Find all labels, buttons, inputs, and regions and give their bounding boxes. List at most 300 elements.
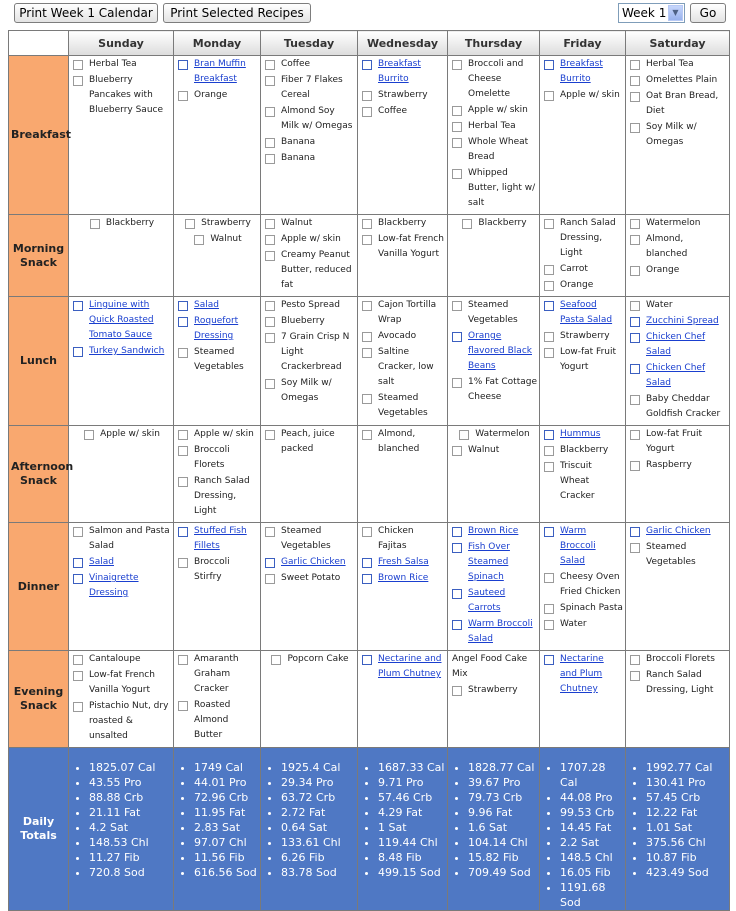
item-checkbox[interactable] xyxy=(265,107,275,117)
food-item-label: Omelettes Plain xyxy=(646,75,718,85)
nutrient-total: • 709.49 Sod xyxy=(468,865,537,880)
item-checkbox[interactable] xyxy=(73,558,83,568)
print-recipes-button[interactable]: Print Selected Recipes xyxy=(163,3,311,23)
food-item xyxy=(630,216,727,231)
item-checkbox[interactable] xyxy=(544,462,554,472)
food-item-label: Triscuit Wheat Cracker xyxy=(560,461,595,501)
food-item-label: Ranch Salad Dressing, Light xyxy=(646,670,714,695)
food-item xyxy=(630,458,727,473)
food-item xyxy=(544,345,623,375)
item-checkbox[interactable] xyxy=(630,301,640,311)
food-item-label: Cheesy Oven Fried Chicken xyxy=(560,572,621,597)
food-item-label: Sweet Potato xyxy=(281,573,341,583)
recipe-link[interactable]: Garlic Chicken xyxy=(646,526,711,536)
item-checkbox[interactable] xyxy=(178,558,188,568)
item-checkbox[interactable] xyxy=(630,76,640,86)
item-checkbox[interactable] xyxy=(265,527,275,537)
item-checkbox[interactable] xyxy=(265,235,275,245)
food-item xyxy=(178,345,258,375)
item-checkbox[interactable] xyxy=(462,219,472,229)
day-header: Thursday xyxy=(448,31,540,56)
item-checkbox[interactable] xyxy=(630,430,640,440)
item-checkbox[interactable] xyxy=(630,395,640,405)
recipe-link[interactable]: Warm Broccoli Salad xyxy=(560,526,596,566)
item-checkbox[interactable] xyxy=(544,446,554,456)
item-checkbox[interactable] xyxy=(194,235,204,245)
food-item xyxy=(544,298,623,328)
food-item-label: Walnut xyxy=(281,218,313,228)
item-checkbox[interactable] xyxy=(178,317,188,327)
food-item xyxy=(73,571,171,601)
corner-cell xyxy=(9,31,69,56)
item-checkbox[interactable] xyxy=(544,527,554,537)
recipe-link[interactable]: Salad xyxy=(194,300,219,310)
item-checkbox[interactable] xyxy=(452,446,462,456)
meal-cell xyxy=(261,523,358,651)
toolbar xyxy=(0,0,736,30)
food-item xyxy=(452,683,537,698)
food-item xyxy=(73,524,171,554)
print-calendar-button[interactable]: Print Week 1 Calendar xyxy=(14,3,158,23)
item-checkbox[interactable] xyxy=(265,574,275,584)
recipe-link[interactable]: Orange flavored Black Beans xyxy=(468,331,532,371)
nutrient-total: • 14.45 Fat xyxy=(560,820,623,835)
item-checkbox[interactable] xyxy=(185,219,195,229)
item-checkbox[interactable] xyxy=(544,348,554,358)
food-item xyxy=(452,329,537,374)
food-item-label: Soy Milk w/ Omegas xyxy=(281,378,332,403)
food-item xyxy=(452,119,537,134)
meal-cell xyxy=(261,651,358,748)
recipe-link[interactable]: Roquefort Dressing xyxy=(194,316,239,341)
item-checkbox[interactable] xyxy=(630,123,640,133)
nutrient-total: • 9.96 Fat xyxy=(468,805,537,820)
item-checkbox[interactable] xyxy=(362,60,372,70)
item-checkbox[interactable] xyxy=(73,671,83,681)
meal-cell xyxy=(69,297,174,426)
recipe-link[interactable]: Vinaigrette Dressing xyxy=(89,573,139,598)
meal-cell xyxy=(358,215,448,297)
item-checkbox[interactable] xyxy=(544,60,554,70)
food-item xyxy=(265,57,355,72)
item-checkbox[interactable] xyxy=(544,91,554,101)
item-checkbox[interactable] xyxy=(362,527,372,537)
food-item xyxy=(265,330,355,375)
food-item xyxy=(630,89,727,119)
food-item-label: Coffee xyxy=(281,59,311,69)
recipe-link[interactable]: Breakfast Burrito xyxy=(560,59,603,84)
food-item xyxy=(265,427,355,457)
meal-label: Breakfast xyxy=(9,56,69,215)
food-item-label: Low-fat Fruit Yogurt xyxy=(646,429,702,454)
food-item-label: Broccoli Florets xyxy=(194,445,230,470)
item-checkbox[interactable] xyxy=(362,348,372,358)
food-item xyxy=(544,57,623,87)
food-item xyxy=(73,652,171,667)
food-item xyxy=(452,617,537,647)
recipe-link[interactable]: Brown Rice xyxy=(468,526,519,536)
item-checkbox[interactable] xyxy=(73,60,83,70)
item-checkbox[interactable] xyxy=(452,169,462,179)
nutrient-total: • 1825.07 Cal xyxy=(89,760,171,775)
food-item xyxy=(630,540,727,570)
item-checkbox[interactable] xyxy=(452,301,462,311)
nutrient-total: • 375.56 Chl xyxy=(646,835,727,850)
recipe-link[interactable]: Brown Rice xyxy=(378,573,429,583)
food-item-label: Fiber 7 Flakes Cereal xyxy=(281,75,343,100)
item-checkbox[interactable] xyxy=(178,348,188,358)
food-item xyxy=(452,57,537,102)
meal-cell xyxy=(174,215,261,297)
food-item xyxy=(73,699,171,744)
food-item-label: Popcorn Cake xyxy=(287,654,349,664)
item-checkbox[interactable] xyxy=(544,573,554,583)
item-checkbox[interactable] xyxy=(265,333,275,343)
item-checkbox[interactable] xyxy=(265,430,275,440)
meal-cell xyxy=(448,523,540,651)
food-item xyxy=(73,555,171,570)
item-checkbox[interactable] xyxy=(459,430,469,440)
item-checkbox[interactable] xyxy=(630,219,640,229)
item-checkbox[interactable] xyxy=(630,543,640,553)
item-checkbox[interactable] xyxy=(544,332,554,342)
recipe-link[interactable]: Seafood Pasta Salad xyxy=(560,300,613,325)
item-checkbox[interactable] xyxy=(630,235,640,245)
item-checkbox[interactable] xyxy=(73,655,83,665)
item-checkbox[interactable] xyxy=(452,686,462,696)
week-select[interactable] xyxy=(618,3,685,23)
nutrient-total: • 10.87 Fib xyxy=(646,850,727,865)
item-checkbox[interactable] xyxy=(362,558,372,568)
food-item xyxy=(265,652,355,667)
nutrient-total: • 119.44 Chl xyxy=(378,835,445,850)
food-item xyxy=(265,73,355,103)
food-item xyxy=(630,668,727,698)
food-item-label: Steamed Vegetables xyxy=(646,542,696,567)
item-checkbox[interactable] xyxy=(73,76,83,86)
item-checkbox[interactable] xyxy=(452,620,462,630)
item-checkbox[interactable] xyxy=(362,655,372,665)
food-item-label: Pesto Spread xyxy=(281,300,340,310)
item-checkbox[interactable] xyxy=(178,60,188,70)
item-checkbox[interactable] xyxy=(362,430,372,440)
item-checkbox[interactable] xyxy=(84,430,94,440)
recipe-link[interactable]: Bran Muffin Breakfast xyxy=(194,59,246,84)
item-checkbox[interactable] xyxy=(362,107,372,117)
food-item-label: Whole Wheat Bread xyxy=(468,137,529,162)
item-checkbox[interactable] xyxy=(452,138,462,148)
item-checkbox[interactable] xyxy=(544,219,554,229)
recipe-link[interactable]: Chicken Chef Salad xyxy=(646,363,706,388)
food-item xyxy=(630,392,727,422)
food-item xyxy=(452,298,537,328)
food-item xyxy=(265,232,355,247)
nutrient-total: • 2.83 Sat xyxy=(194,820,258,835)
food-item xyxy=(178,652,258,697)
item-checkbox[interactable] xyxy=(265,154,275,164)
food-item xyxy=(544,617,623,632)
food-item-label: Apple w/ skin xyxy=(468,105,528,115)
food-item-label: Orange xyxy=(194,90,228,100)
food-item xyxy=(178,555,258,585)
food-item xyxy=(73,73,171,118)
meal-label: Dinner xyxy=(9,523,69,651)
food-item xyxy=(544,601,623,616)
item-checkbox[interactable] xyxy=(265,60,275,70)
food-item-label: Blackberry xyxy=(378,218,427,228)
food-item xyxy=(178,427,258,442)
recipe-link[interactable]: Linguine with Quick Roasted Tomato Sauce xyxy=(89,300,154,340)
item-checkbox[interactable] xyxy=(362,235,372,245)
item-checkbox[interactable] xyxy=(265,76,275,86)
food-item xyxy=(452,103,537,118)
item-checkbox[interactable] xyxy=(544,430,554,440)
item-checkbox[interactable] xyxy=(630,655,640,665)
item-checkbox[interactable] xyxy=(90,219,100,229)
recipe-link[interactable]: Hummus xyxy=(560,429,601,439)
recipe-link[interactable]: Breakfast Burrito xyxy=(378,59,421,84)
food-item xyxy=(362,216,445,231)
item-checkbox[interactable] xyxy=(265,379,275,389)
item-checkbox[interactable] xyxy=(265,558,275,568)
meal-row xyxy=(9,523,730,651)
recipe-link[interactable]: Fresh Salsa xyxy=(378,557,429,567)
nutrient-total: • 29.34 Pro xyxy=(281,775,355,790)
totals-cell xyxy=(358,748,448,911)
item-checkbox[interactable] xyxy=(452,122,462,132)
item-checkbox[interactable] xyxy=(362,301,372,311)
food-item-label: Water xyxy=(646,300,673,310)
item-checkbox[interactable] xyxy=(178,446,188,456)
item-checkbox[interactable] xyxy=(178,301,188,311)
recipe-link[interactable]: Zucchini Spread xyxy=(646,316,719,326)
nutrient-total: • 0.64 Sat xyxy=(281,820,355,835)
food-item-label: Chicken Fajitas xyxy=(378,526,414,551)
item-checkbox[interactable] xyxy=(544,655,554,665)
item-checkbox[interactable] xyxy=(362,394,372,404)
recipe-link[interactable]: Sauteed Carrots xyxy=(468,588,506,613)
item-checkbox[interactable] xyxy=(452,378,462,388)
item-checkbox[interactable] xyxy=(178,430,188,440)
food-item xyxy=(178,698,258,743)
food-item-label: Broccoli Stirfry xyxy=(194,557,230,582)
go-button[interactable]: Go xyxy=(690,3,726,23)
food-item-label: Saltine Cracker, low salt xyxy=(378,347,434,387)
food-item xyxy=(452,216,537,231)
food-item-label: Herbal Tea xyxy=(468,121,516,131)
meal-cell xyxy=(540,651,626,748)
food-item xyxy=(452,135,537,165)
item-checkbox[interactable] xyxy=(544,604,554,614)
food-item-label: Pistachio Nut, dry roasted & unsalted xyxy=(89,701,169,741)
food-item xyxy=(630,73,727,88)
food-item xyxy=(265,104,355,134)
recipe-link[interactable]: Salad xyxy=(89,557,114,567)
item-checkbox[interactable] xyxy=(630,461,640,471)
meal-label: Morning Snack xyxy=(9,215,69,297)
item-checkbox[interactable] xyxy=(452,332,462,342)
item-checkbox[interactable] xyxy=(630,317,640,327)
item-checkbox[interactable] xyxy=(178,527,188,537)
item-checkbox[interactable] xyxy=(271,655,281,665)
item-checkbox[interactable] xyxy=(265,219,275,229)
food-item xyxy=(544,524,623,569)
item-checkbox[interactable] xyxy=(265,138,275,148)
food-item-label: Water xyxy=(560,619,587,629)
item-checkbox[interactable] xyxy=(178,477,188,487)
meal-row xyxy=(9,426,730,523)
food-item xyxy=(178,216,258,231)
totals-cell xyxy=(174,748,261,911)
food-item-label: Walnut xyxy=(468,445,500,455)
nutrient-total: • 11.27 Fib xyxy=(89,850,171,865)
recipe-link[interactable]: Fish Over Steamed Spinach xyxy=(468,542,510,582)
item-checkbox[interactable] xyxy=(73,702,83,712)
meal-cell xyxy=(626,297,730,426)
food-item-label: Apple w/ skin xyxy=(100,429,160,439)
nutrient-total: • 1828.77 Cal xyxy=(468,760,537,775)
food-item xyxy=(265,151,355,166)
nutrient-total: • 720.8 Sod xyxy=(89,865,171,880)
recipe-link[interactable]: Turkey Sandwich xyxy=(89,346,165,356)
item-checkbox[interactable] xyxy=(452,589,462,599)
nutrient-total: • 4.29 Fat xyxy=(378,805,445,820)
recipe-link[interactable]: Garlic Chicken xyxy=(281,557,346,567)
meal-cell xyxy=(69,426,174,523)
recipe-link[interactable]: Nectarine and Plum Chutney xyxy=(378,654,442,679)
meal-cell xyxy=(358,651,448,748)
totals-list xyxy=(632,760,727,880)
nutrient-total: • 1687.33 Cal xyxy=(378,760,445,775)
food-item xyxy=(362,555,445,570)
food-item-label: Walnut xyxy=(210,234,242,244)
item-checkbox[interactable] xyxy=(73,527,83,537)
food-item xyxy=(630,652,727,667)
nutrient-total: • 1749 Cal xyxy=(194,760,258,775)
food-item-label: Apple w/ skin xyxy=(194,429,254,439)
nutrient-total: • 2.72 Fat xyxy=(281,805,355,820)
nutrient-total: • 99.53 Crb xyxy=(560,805,623,820)
food-item xyxy=(362,329,445,344)
item-checkbox[interactable] xyxy=(362,91,372,101)
item-checkbox[interactable] xyxy=(630,527,640,537)
meal-cell xyxy=(174,297,261,426)
food-item-label: Banana xyxy=(281,153,316,163)
food-item xyxy=(265,314,355,329)
meal-cell xyxy=(540,523,626,651)
item-checkbox[interactable] xyxy=(452,527,462,537)
item-checkbox[interactable] xyxy=(630,364,640,374)
food-item-label: Salmon and Pasta Salad xyxy=(89,526,170,551)
recipe-link[interactable]: Nectarine and Plum Chutney xyxy=(560,654,604,694)
meal-cell xyxy=(69,215,174,297)
item-checkbox[interactable] xyxy=(630,92,640,102)
day-header: Tuesday xyxy=(261,31,358,56)
food-item xyxy=(452,375,537,405)
item-checkbox[interactable] xyxy=(73,301,83,311)
meal-row xyxy=(9,56,730,215)
food-item xyxy=(362,298,445,328)
food-item-label: Spinach Pasta xyxy=(560,603,623,613)
food-item xyxy=(178,443,258,473)
food-item-label: Apple w/ skin xyxy=(281,234,341,244)
meal-cell xyxy=(448,215,540,297)
item-checkbox[interactable] xyxy=(452,543,462,553)
item-checkbox[interactable] xyxy=(178,655,188,665)
food-item xyxy=(265,216,355,231)
item-checkbox[interactable] xyxy=(630,671,640,681)
food-item-label: Blueberry Pancakes with Blueberry Sauce xyxy=(89,75,164,115)
item-checkbox[interactable] xyxy=(265,251,275,261)
meal-label: Lunch xyxy=(9,297,69,426)
nutrient-total: • 83.78 Sod xyxy=(281,865,355,880)
item-checkbox[interactable] xyxy=(178,91,188,101)
meal-cell xyxy=(540,215,626,297)
food-item-label: Angel Food Cake Mix xyxy=(452,654,528,679)
nutrient-total: • 130.41 Pro xyxy=(646,775,727,790)
chevron-down-icon[interactable]: ▼ xyxy=(668,5,683,21)
food-item-label: Carrot xyxy=(560,264,588,274)
item-checkbox[interactable] xyxy=(178,701,188,711)
item-checkbox[interactable] xyxy=(265,317,275,327)
item-checkbox[interactable] xyxy=(452,60,462,70)
food-item xyxy=(178,88,258,103)
item-checkbox[interactable] xyxy=(265,301,275,311)
item-checkbox[interactable] xyxy=(452,106,462,116)
food-item xyxy=(544,216,623,261)
nutrient-total: • 148.53 Chl xyxy=(89,835,171,850)
meal-cell xyxy=(358,523,448,651)
nutrient-total: • 16.05 Fib xyxy=(560,865,623,880)
food-item xyxy=(452,586,537,616)
food-item-label: Broccoli Florets xyxy=(646,654,715,664)
recipe-link[interactable]: Warm Broccoli Salad xyxy=(468,619,533,644)
nutrient-total: • 423.49 Sod xyxy=(646,865,727,880)
food-item-label: Whipped Butter, light w/ salt xyxy=(468,168,536,208)
food-item-label: Blackberry xyxy=(105,218,155,228)
food-item xyxy=(178,57,258,87)
totals-cell xyxy=(448,748,540,911)
item-checkbox[interactable] xyxy=(544,265,554,275)
item-checkbox[interactable] xyxy=(544,620,554,630)
food-item xyxy=(265,555,355,570)
item-checkbox[interactable] xyxy=(544,301,554,311)
recipe-link[interactable]: Stuffed Fish Fillets xyxy=(194,526,247,551)
meal-cell xyxy=(626,56,730,215)
food-item xyxy=(630,57,727,72)
food-item xyxy=(630,314,727,329)
totals-cell xyxy=(69,748,174,911)
item-checkbox[interactable] xyxy=(362,219,372,229)
item-checkbox[interactable] xyxy=(630,60,640,70)
item-checkbox[interactable] xyxy=(630,266,640,276)
food-item-label: Blackberry xyxy=(560,445,609,455)
item-checkbox[interactable] xyxy=(73,347,83,357)
food-item-label: Creamy Peanut Butter, reduced fat xyxy=(281,250,352,290)
item-checkbox[interactable] xyxy=(362,574,372,584)
food-item xyxy=(452,427,537,442)
item-checkbox[interactable] xyxy=(544,281,554,291)
item-checkbox[interactable] xyxy=(73,574,83,584)
food-item xyxy=(362,232,445,262)
recipe-link[interactable]: Chicken Chef Salad xyxy=(646,332,706,357)
food-item-label: Blueberry xyxy=(281,316,325,326)
item-checkbox[interactable] xyxy=(630,333,640,343)
food-item-label: Orange xyxy=(646,265,680,275)
item-checkbox[interactable] xyxy=(362,332,372,342)
nutrient-total: • 1191.68 Sod xyxy=(560,880,623,910)
meal-cell xyxy=(69,523,174,651)
